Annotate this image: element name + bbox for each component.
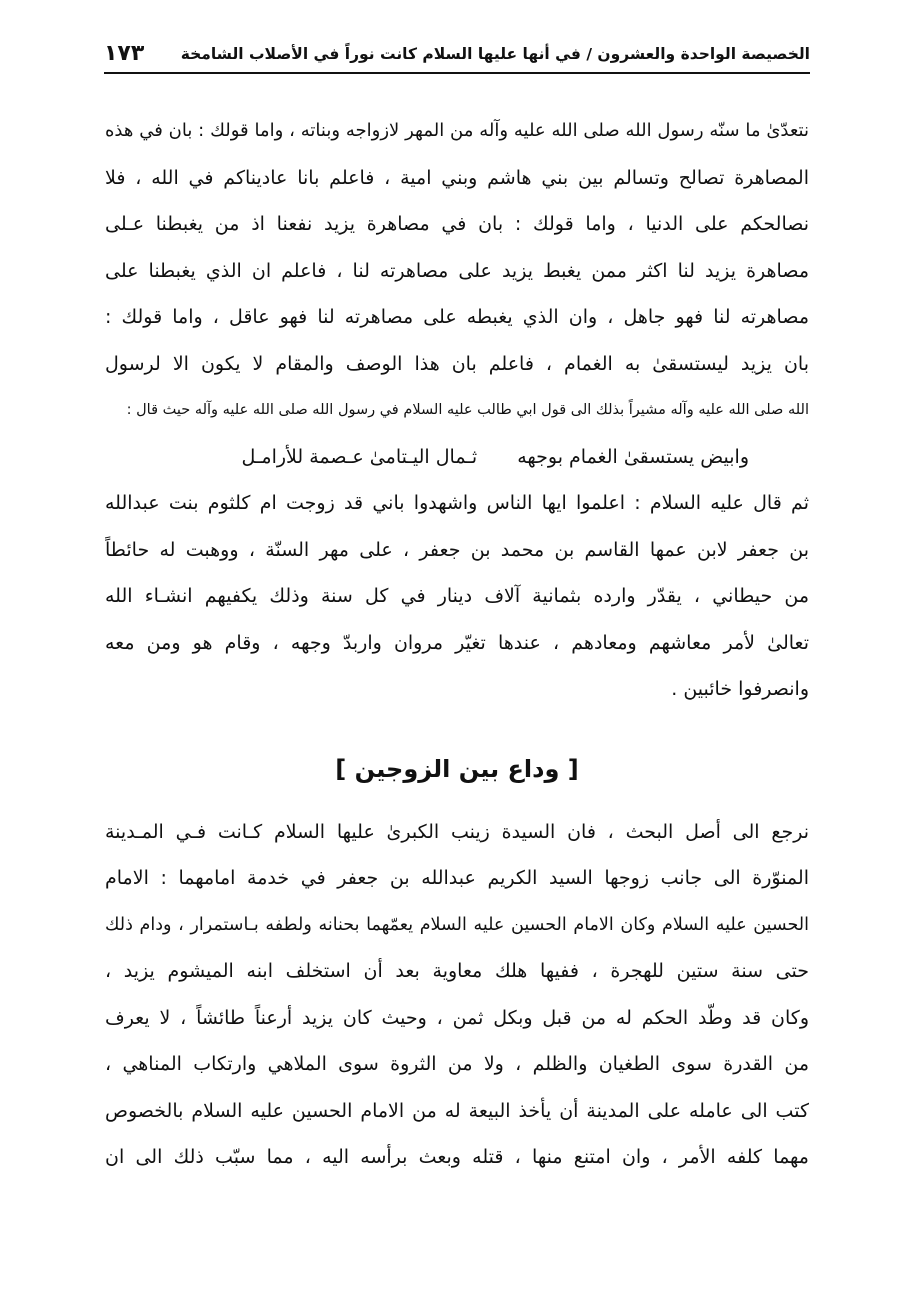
text-line: ثم قال عليه السلام : اعلموا ايها الناس واشهدوا باني قد زوجت ام كلثوم بنت عبدالله [105,492,809,514]
text-line: نرجع الى أصل البحث ، فان السيدة زينب الكبرىٰ عليها السلام كـانت فـي المـدينة [105,820,809,843]
text-line: مهما كلفه الأمر ، وان امتنع منها ، قتله وبعث برأسه اليه ، مما سبّب ذلك الى ان [105,1146,809,1168]
poetry-verse [105,434,809,481]
text-line: وانصرفوا خائبين . [671,678,809,700]
text-line: حتى سنة ستين للهجرة ، ففيها هلك معاوية بعد أن استخلف ابنه الميشوم يزيد ، [105,960,809,982]
text-line: نتعدّىٰ ما سنّه رسول الله صلى الله عليه وآله من المهر لازواجه وبناته ، واما قولك : بان في هذه [105,120,809,141]
text-line: من القدرة سوى الطغيان والظلم ، ولا من الثروة سوى الملاهي وارتكاب المناهي ، [105,1053,809,1075]
text-line: بن جعفر لابن عمها القاسم بن محمد بن جعفر ، على مهر السنّة ، ووهبت له حائطاً [105,538,809,561]
section-heading: [ وداع بين الزوجين ] [335,754,579,783]
running-head: الخصيصة الواحدة والعشرون / في أنها عليها السلام كانت نوراً في الأصلاب الشامخة [180,45,810,63]
text-line: المنوّرة الى جانب زوجها السيد الكريم عبدالله بن جعفر في خدمة امامهما : الامام [105,867,809,889]
verse-first-hemistich: وابيض يستسقىٰ الغمام بوجهه [517,445,749,468]
paragraph [105,809,809,1181]
body-text [105,108,809,1181]
text-line: مصاهرته لنا فهو جاهل ، وان الذي يغبطه على مصاهرته لنا فهو عاقل ، واما قولك : [105,306,809,328]
text-line: تعالىٰ لأمر معاشهم ومعادهم ، عندها تغيّر مروان واربدّ وجهه ، وقام هو ومن معه [105,631,809,654]
text-line: كتب الى عامله على المدينة أن يأخذ البيعة له من الامام الحسين عليه السلام بالخصوص [105,1099,809,1122]
verse-second-hemistich: ثـمال اليـتامىٰ عـصمة للأرامـل [241,445,478,468]
text-line: من حيطاني ، يقدّر وارده بثمانية آلاف دينار في كل سنة وذلك يكفيهم انشـاء الله [105,585,809,607]
text-line: وكان قد وطّد الحكم له من قبل وبكل ثمن ، وحيث كان يزيد أرعناً طائشاً ، لا يعرف [105,1006,809,1029]
text-line: الحسين عليه السلام وكان الامام الحسين عليه السلام يعمّهما بحنانه ولطفه بـاستمرار ، ودام ذلك [105,914,809,935]
text-line: بان يزيد ليستسقىٰ به الغمام ، فاعلم بان هذا الوصف والمقام لا يكون الا لرسول [105,352,809,375]
text-line: نصالحكم على الدنيا ، واما قولك : بان في مصاهرة يزيد نفعنا اذ من يغبطنا عـلى [105,213,809,235]
text-line: الله صلى الله عليه وآله مشيراً بذلك الى قول ابي طالب عليه السلام في رسول الله صلى الله عليه وآله حيث قال : [126,402,809,418]
text-line: مصاهرة يزيد لنا اكثر ممن يغبط يزيد على مصاهرته لنا ، فاعلم ان الذي يغبطنا على [105,259,809,282]
paragraph [105,480,809,713]
page-number: ١٧٣ [104,41,145,66]
paragraph [105,108,809,434]
text-line: المصاهرة تصالح وتسالم بين بني هاشم وبني امية ، فاعلم بانا عاديناكم في الله ، فلا [105,166,809,189]
page-header [104,34,810,74]
